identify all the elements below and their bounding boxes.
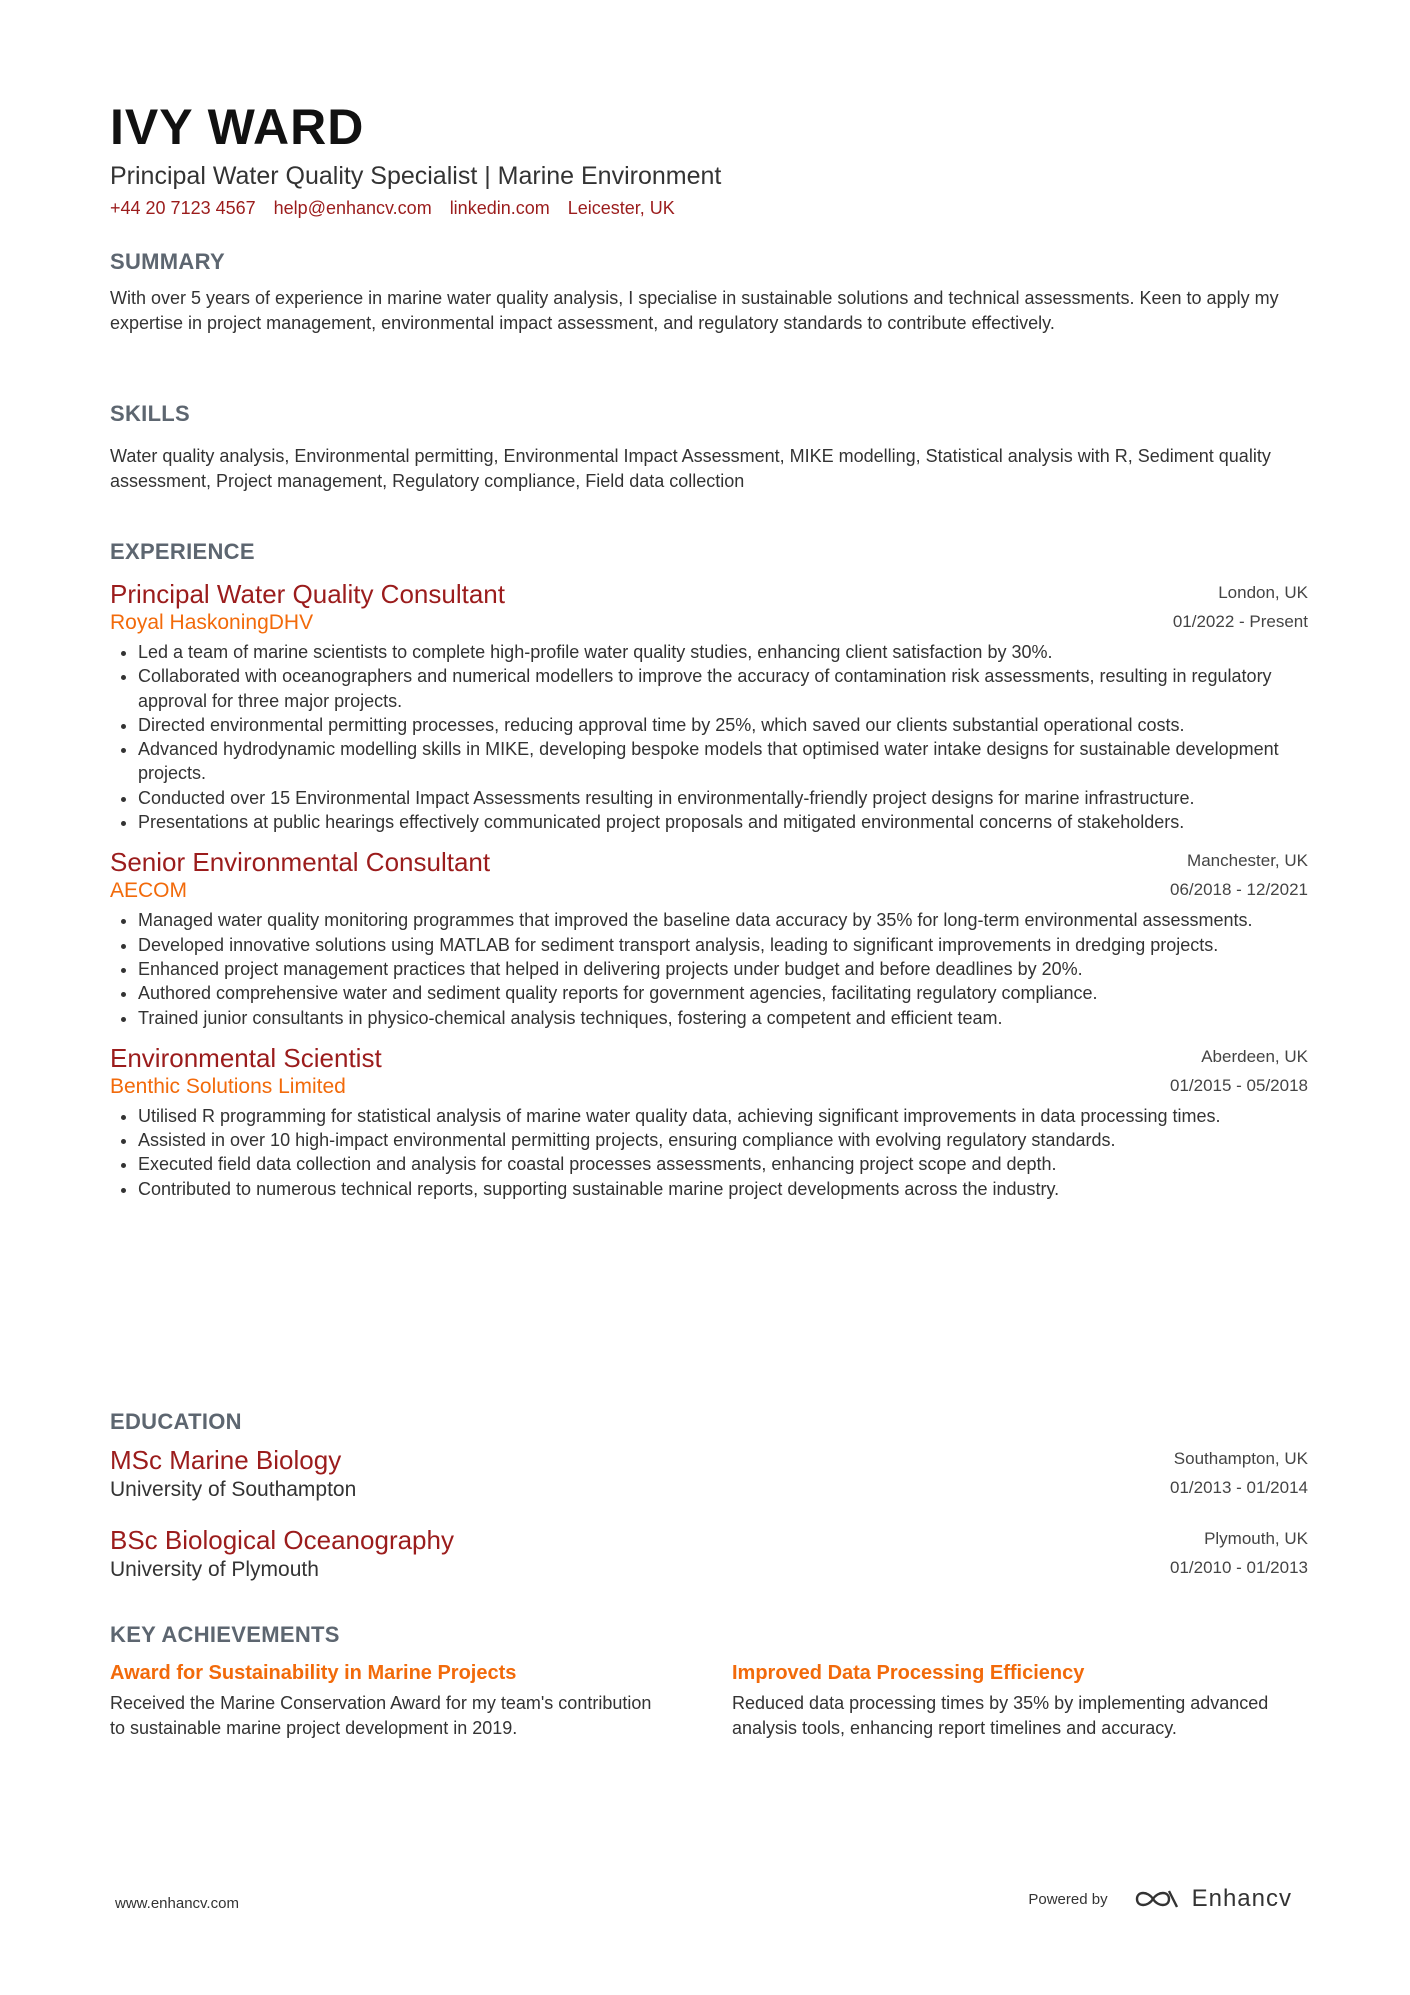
achievements-grid xyxy=(110,1659,1308,1740)
job-entry xyxy=(110,846,1308,1029)
education-dates: 01/2010 - 01/2013 xyxy=(1169,1558,1308,1577)
job-bullet: • Developed innovative solutions using MATLAB for sediment transport analysis, leading to significant improvements in dredging projects. xyxy=(138,933,1308,957)
job-location: London, UK xyxy=(1218,583,1308,602)
footer-website[interactable]: www.enhancv.com xyxy=(115,1895,239,1912)
job-bullet: • Assisted in over 10 high-impact environmental permitting projects, ensuring compliance with evolving regulatory standards. xyxy=(138,1128,1308,1152)
job-meta xyxy=(1170,1042,1308,1100)
experience-title: EXPERIENCE xyxy=(110,539,255,564)
job-bullet: • Presentations at public hearings effectively communicated project proposals and mitigated environmental concerns of stakeholders. xyxy=(138,810,1308,834)
job-bullet: • Enhanced project management practices that helped in delivering projects under budget and before deadlines by 20%. xyxy=(138,957,1308,981)
job-bullet: • Conducted over 15 Environmental Impact Assessments resulting in environmentally-friendly project designs for marine infrastructure. xyxy=(138,786,1308,810)
education-school: University of Southampton xyxy=(110,1478,357,1501)
job-dates: 01/2022 - Present xyxy=(1172,612,1308,631)
job-location: Aberdeen, UK xyxy=(1201,1046,1308,1066)
skills-title: SKILLS xyxy=(110,401,191,426)
resume-page xyxy=(110,98,1308,1738)
job-bullets xyxy=(110,640,1308,834)
job-meta xyxy=(1170,846,1308,904)
job-role: Environmental Scientist xyxy=(110,1042,382,1073)
skills-section xyxy=(110,400,1308,493)
achievement-title: Improved Data Processing Efficiency xyxy=(732,1662,1085,1684)
education-degree: BSc Biological Oceanography xyxy=(110,1525,454,1555)
job-bullet: • Executed field data collection and analysis for coastal processes assessments, enhancing project scope and depth. xyxy=(138,1152,1308,1176)
summary-text: With over 5 years of experience in marine water quality analysis, I specialise in sustainable solutions and technical assessments. Keen to apply my expertise in project management, environmental impact assessment, and regulatory standards to contribute effectively. xyxy=(110,288,1279,333)
education-meta xyxy=(1170,1524,1308,1582)
education-degree: MSc Marine Biology xyxy=(110,1445,342,1475)
job-bullet: • Authored comprehensive water and sediment quality reports for government agencies, facilitating regulatory compliance. xyxy=(138,981,1308,1005)
contact-location: Leicester, UK xyxy=(567,198,675,218)
job-company: Royal HaskoningDHV xyxy=(110,611,314,634)
enhancv-logo[interactable] xyxy=(1134,1885,1292,1913)
job-bullet: • Contributed to numerous technical reports, supporting sustainable marine project developments across the industry. xyxy=(138,1177,1308,1201)
job-meta xyxy=(1173,578,1308,636)
achievement-desc: Received the Marine Conservation Award for my team's contribution to sustainable marine project development in 2019. xyxy=(110,1693,652,1738)
candidate-name: IVY WARD xyxy=(110,99,365,155)
enhancv-logo-icon xyxy=(1134,1886,1180,1912)
contact-email[interactable]: help@enhancv.com xyxy=(273,198,432,218)
summary-title: SUMMARY xyxy=(110,249,225,274)
job-entry xyxy=(110,1042,1308,1201)
achievement-item xyxy=(732,1659,1292,1740)
job-company: Benthic Solutions Limited xyxy=(110,1074,346,1098)
brand-name: Enhancv xyxy=(1191,1885,1292,1912)
job-bullet: • Trained junior consultants in physico-chemical analysis techniques, fostering a competent and efficient team. xyxy=(138,1006,1308,1030)
job-bullet: • Directed environmental permitting processes, reducing approval time by 25%, which saved our clients substantial operational costs. xyxy=(138,713,1308,737)
skills-text: Water quality analysis, Environmental permitting, Environmental Impact Assessment, MIKE modelling, Statistical analysis with R, Sediment quality assessment, Project management, Regulatory compliance, Field data collection xyxy=(110,446,1271,491)
contact-phone[interactable]: +44 20 7123 4567 xyxy=(110,198,256,218)
job-role: Senior Environmental Consultant xyxy=(110,847,491,878)
achievement-desc: Reduced data processing times by 35% by implementing advanced analysis tools, enhancing report timelines and accuracy. xyxy=(732,1693,1269,1738)
education-location: Plymouth, UK xyxy=(1204,1529,1308,1548)
education-location: Southampton, UK xyxy=(1173,1449,1308,1468)
powered-by-label: Powered by xyxy=(1028,1890,1108,1908)
job-bullets xyxy=(110,908,1308,1029)
job-bullet: • Managed water quality monitoring programmes that improved the baseline data accuracy by 35% for long-term environmental assessments. xyxy=(138,908,1308,932)
education-title: EDUCATION xyxy=(110,1409,242,1434)
job-location: Manchester, UK xyxy=(1187,851,1308,871)
job-bullets xyxy=(110,1104,1308,1201)
job-dates: 06/2018 - 12/2021 xyxy=(1169,880,1308,900)
achievement-item xyxy=(110,1659,670,1740)
education-school: University of Plymouth xyxy=(110,1558,319,1581)
experience-section xyxy=(110,538,1308,1201)
candidate-headline: Principal Water Quality Specialist | Marine Environment xyxy=(110,162,722,190)
job-company: AECOM xyxy=(110,879,188,903)
achievement-title: Award for Sustainability in Marine Projects xyxy=(110,1662,517,1684)
job-bullet: • Advanced hydrodynamic modelling skills in MIKE, developing bespoke models that optimised water intake designs for sustainable development projects. xyxy=(138,737,1308,786)
education-entry xyxy=(110,1444,1308,1504)
job-bullet: • Collaborated with oceanographers and numerical modellers to improve the accuracy of contamination risk assessments, resulting in regulatory approval for three major projects. xyxy=(138,664,1308,713)
footer-branding xyxy=(1028,1885,1292,1913)
job-bullet: • Utilised R programming for statistical analysis of marine water quality data, achieving significant improvements in data processing times. xyxy=(138,1104,1308,1128)
education-section xyxy=(110,1408,1308,1584)
achievements-section xyxy=(110,1621,1308,1740)
job-role: Principal Water Quality Consultant xyxy=(110,579,505,609)
contact-linkedin[interactable]: linkedin.com xyxy=(449,198,550,218)
contact-row xyxy=(110,196,1308,220)
education-entry xyxy=(110,1524,1308,1584)
job-bullet: • Led a team of marine scientists to complete high-profile water quality studies, enhancing client satisfaction by 30%. xyxy=(138,640,1308,664)
job-entry xyxy=(110,578,1308,834)
education-dates: 01/2013 - 01/2014 xyxy=(1169,1478,1308,1497)
education-meta xyxy=(1170,1444,1308,1502)
achievements-title: KEY ACHIEVEMENTS xyxy=(110,1622,340,1647)
summary-section xyxy=(110,248,1308,335)
job-dates: 01/2015 - 05/2018 xyxy=(1169,1075,1308,1095)
